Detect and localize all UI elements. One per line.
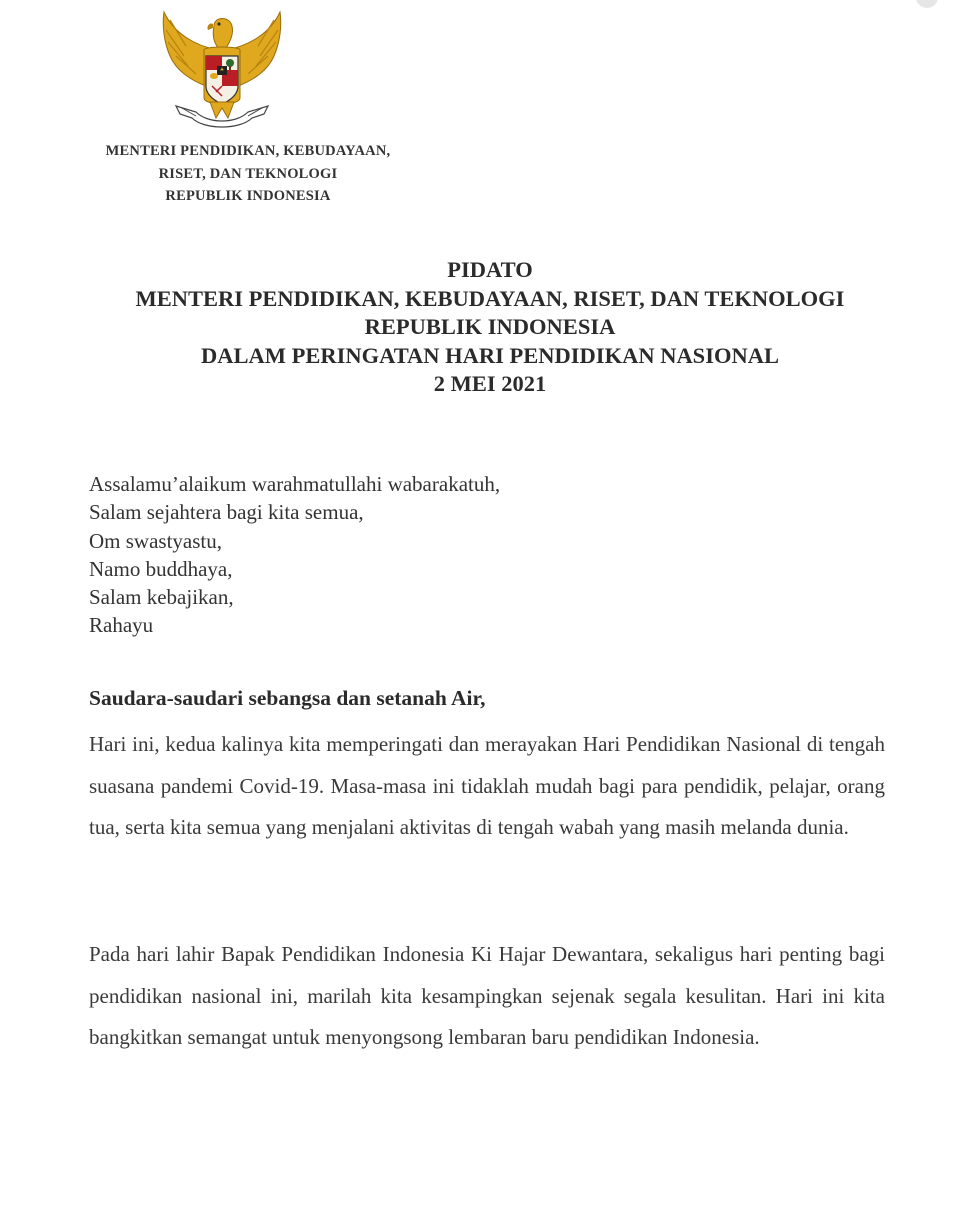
greeting-line: Rahayu [89,613,154,638]
title-line: PIDATO [447,257,533,282]
ministry-header-line: REPUBLIK INDONESIA [165,188,331,204]
title-date: 2 MEI 2021 [433,371,547,396]
greeting-line: Assalamu’alaikum warahmatullahi wabarakatuh, [89,472,501,496]
title-line: MENTERI PENDIDIKAN, KEBUDAYAAN, RISET, DAN TEKNOLOGI [135,285,845,311]
greeting-line: Salam sejahtera bagi kita semua, [89,500,364,525]
greetings-block [89,470,789,640]
greeting-line: Om swastyastu, [89,528,222,553]
garuda-pancasila-emblem-icon [156,6,288,140]
speech-title [60,256,920,399]
paragraph: Hari ini, kedua kalinya kita memperingati dan merayakan Hari Pendidikan Nasional di tengah suasana pandemi Covid-19. Masa-masa ini tidaklah mudah bagi para pendidik, pelajar, orang tua, serta kita semua yang menjalani aktivitas di tengah wabah yang masih melanda dunia. [89,732,885,839]
title-line: REPUBLIK INDONESIA [364,314,616,339]
paragraph: Pada hari lahir Bapak Pendidikan Indonesia Ki Hajar Dewantara, sekaligus hari penting bagi pendidikan nasional ini, marilah kita kesampingkan sejenak segala kesulitan. Hari ini kita bangkitkan semangat untuk menyongsong lembaran baru pendidikan Indonesia. [89,942,885,1049]
ministry-header [88,140,408,208]
salutation: Saudara-saudari sebangsa dan setanah Air, [89,686,486,710]
corner-mark [916,0,938,8]
title-line: DALAM PERINGATAN HARI PENDIDIKAN NASIONAL [201,342,779,368]
greeting-line: Namo buddhaya, [89,556,233,581]
greeting-line: Salam kebajikan, [89,585,234,610]
ministry-header-line: MENTERI PENDIDIKAN, KEBUDAYAAN, [105,143,391,159]
ministry-header-line: RISET, DAN TEKNOLOGI [158,165,338,182]
